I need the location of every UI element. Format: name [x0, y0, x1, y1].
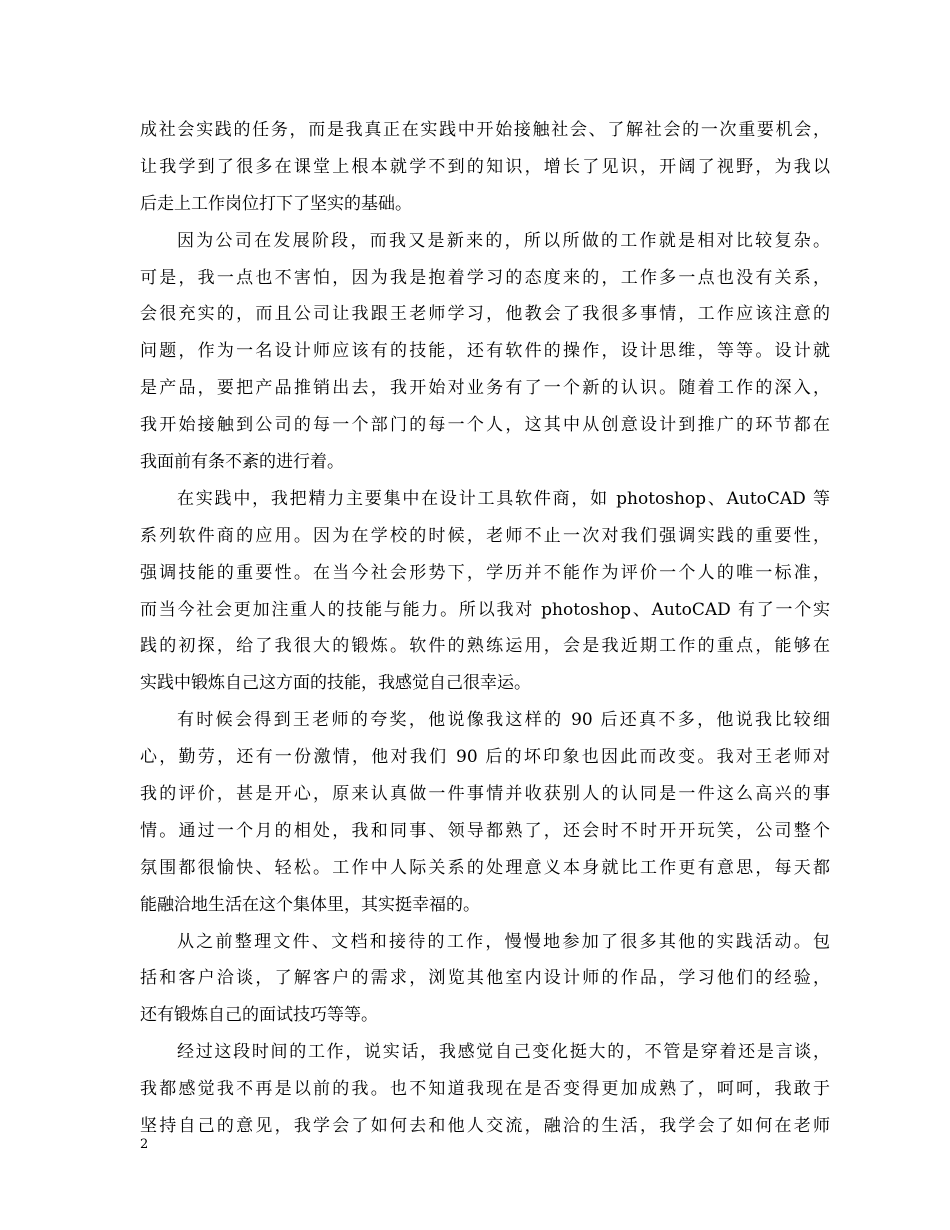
text-line: 会很充实的，而且公司让我跟王老师学习，他教会了我很多事情，工作应该注意的 [140, 304, 830, 325]
text-line: 在实践中，我把精力主要集中在设计工具软件商，如 photoshop、AutoCAD 等 [177, 488, 830, 509]
text-line: 而当今社会更加注重人的技能与能力。所以我对 photoshop、AutoCAD 有了一个实 [140, 599, 830, 620]
text-line: 氛围都很愉快、轻松。工作中人际关系的处理意义本身就比工作更有意思，每天都 [140, 857, 830, 878]
text-line: 我面前有条不紊的进行着。 [140, 452, 344, 473]
text-line: 经过这段时间的工作，说实话，我感觉自己变化挺大的，不管是穿着还是言谈， [177, 1042, 830, 1063]
page-number: 2 [140, 1137, 149, 1152]
text-line: 问题，作为一名设计师应该有的技能，还有软件的操作，设计思维，等等。设计就 [140, 341, 830, 362]
text-line: 因为公司在发展阶段，而我又是新来的，所以所做的工作就是相对比较复杂。 [177, 230, 830, 251]
text-line: 我的评价，甚是开心，原来认真做一件事情并收获别人的认同是一件这么高兴的事 [140, 784, 830, 805]
text-line: 心，勤劳，还有一份激情，他对我们 90 后的坏印象也因此而改变。我对王老师对 [140, 747, 830, 768]
text-line: 系列软件商的应用。因为在学校的时候，老师不止一次对我们强调实践的重要性， [140, 525, 830, 546]
text-line: 实践中锻炼自己这方面的技能，我感觉自己很幸运。 [140, 673, 531, 694]
text-line: 还有锻炼自己的面试技巧等等。 [140, 1005, 378, 1026]
text-line: 从之前整理文件、文档和接待的工作，慢慢地参加了很多其他的实践活动。包 [177, 931, 830, 952]
text-line: 践的初探，给了我很大的锻炼。软件的熟练运用，会是我近期工作的重点，能够在 [140, 636, 830, 657]
text-line: 成社会实践的任务，而是我真正在实践中开始接触社会、了解社会的一次重要机会， [140, 120, 830, 140]
text-line: 情。通过一个月的相处，我和同事、领导都熟了，还会时不时开开玩笑，公司整个 [140, 820, 830, 841]
text-line: 后走上工作岗位打下了坚实的基础。 [140, 193, 412, 214]
text-line: 可是，我一点也不害怕，因为我是抱着学习的态度来的，工作多一点也没有关系， [140, 267, 830, 288]
text-line: 我开始接触到公司的每一个部门的每一个人，这其中从创意设计到推广的环节都在 [140, 415, 830, 436]
text-line: 是产品，要把产品推销出去，我开始对业务有了一个新的认识。随着工作的深入， [140, 378, 830, 399]
text-line: 括和客户洽谈，了解客户的需求，浏览其他室内设计师的作品，学习他们的经验， [140, 968, 830, 989]
text-line: 有时候会得到王老师的夸奖，他说像我这样的 90 后还真不多，他说我比较细 [177, 710, 830, 731]
text-line: 能融洽地生活在这个集体里，其实挺幸福的。 [140, 894, 480, 915]
body-text [140, 112, 830, 1145]
text-line: 我都感觉我不再是以前的我。也不知道我现在是否变得更加成熟了，呵呵，我敢于 [140, 1079, 830, 1100]
text-line: 坚持自己的意见，我学会了如何去和他人交流，融洽的生活，我学会了如何在老师 [140, 1116, 830, 1137]
text-line: 强调技能的重要性。在当今社会形势下，学历并不能作为评价一个人的唯一标准， [140, 562, 830, 583]
text-line: 让我学到了很多在课堂上根本就学不到的知识，增长了见识，开阔了视野，为我以 [140, 156, 830, 177]
